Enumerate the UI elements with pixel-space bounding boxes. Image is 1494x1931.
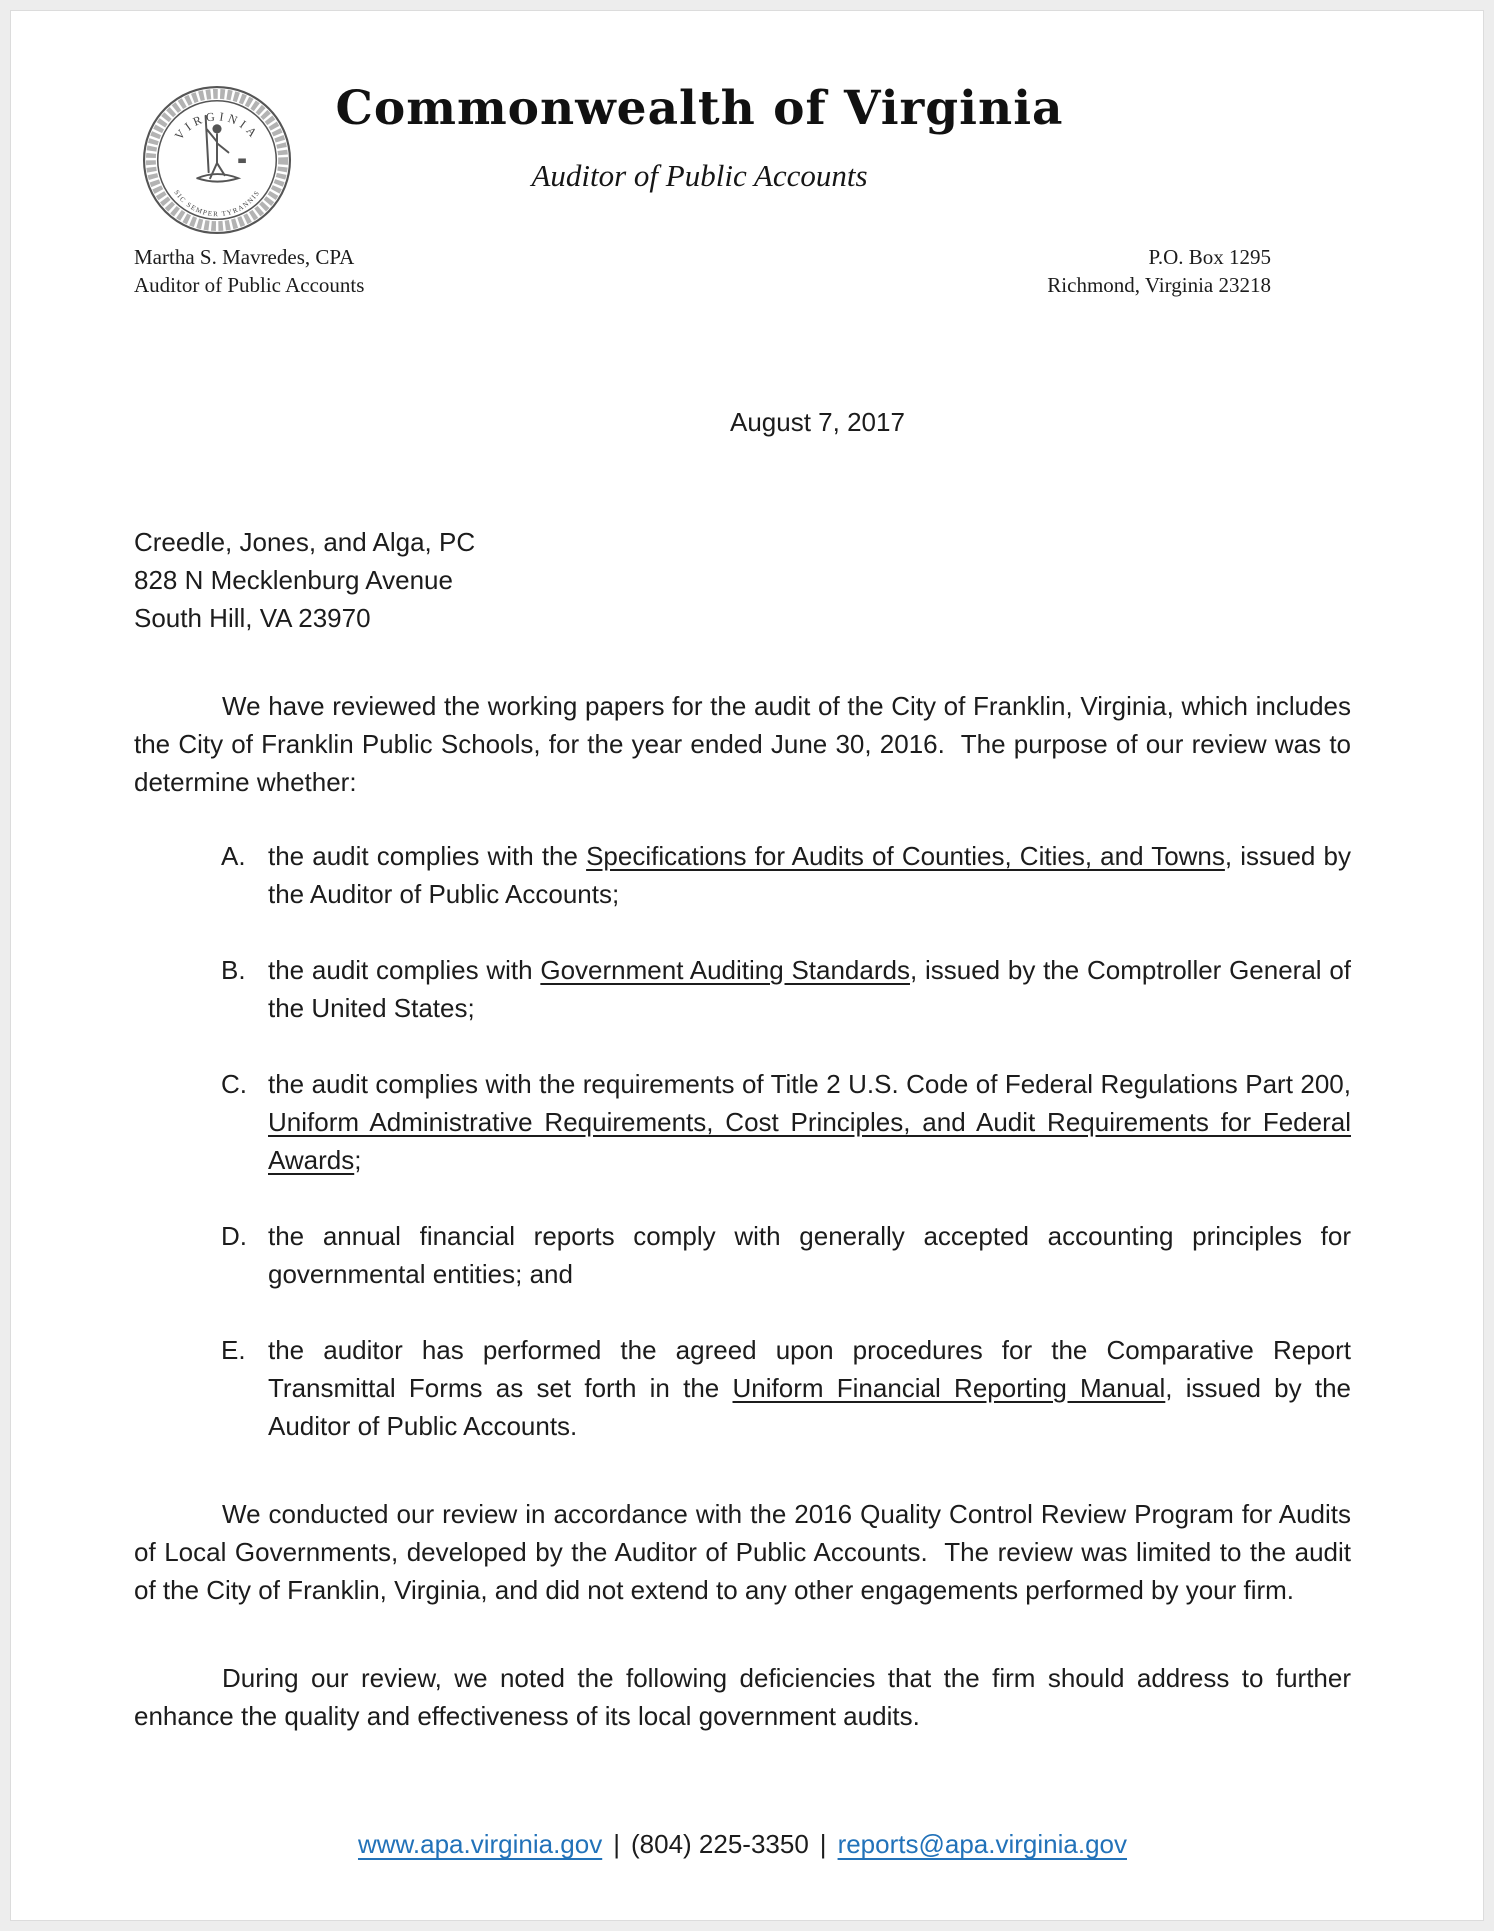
letterhead [11,11,1483,311]
list-label: E. [221,1335,246,1365]
list-text: , issued by the Comptroller General of the United States; [268,955,1352,1023]
email-link[interactable]: reports@apa.virginia.gov [837,1829,1127,1859]
footer-separator: | [819,1829,827,1859]
seal-top-text: VIRGINIA [171,109,263,143]
official-name: Martha S. Mavredes, CPA [134,245,355,269]
recipient-name: Creedle, Jones, and Alga, PC [134,527,476,557]
review-criteria-list [134,837,1351,1445]
org-title: Commonwealth of Virginia [335,81,1064,136]
underlined-title: Specifications for Audits of Counties, Cities, and Towns [586,841,1225,871]
footer-separator: | [613,1829,620,1859]
contact-footer [134,1825,1351,1863]
city-state-zip-line: Richmond, Virginia 23218 [1047,273,1271,297]
letter-page [10,10,1484,1921]
underlined-title: Uniform Administrative Requirements, Cost Principles, and Audit Requirements for Federal Awards [268,1107,1351,1175]
list-item-b [221,951,1351,1027]
date-line: August 7, 2017 [730,407,905,437]
list-text: , issued by the Auditor of Public Accounts. [268,1373,1351,1441]
list-text: the audit complies with the requirements of Title 2 U.S. Code of Federal Regulations Part 200, [268,1069,1351,1099]
list-label: B. [221,955,246,985]
seal-bottom-text: SIC SEMPER TYRANNIS [172,188,262,219]
phone-number: (804) 225-3350 [630,1829,809,1859]
list-text: the auditor has performed the agreed upon procedures for the Comparative Report Transmittal Forms as set forth in the [268,1335,1351,1403]
list-text: , issued by the Auditor of Public Accounts; [268,841,1351,909]
list-text: the audit complies with [268,955,541,985]
recipient-address-block [134,523,1351,637]
auditor-name-block [134,243,364,299]
underlined-title: Uniform Financial Reporting Manual [732,1373,1166,1403]
official-title: Auditor of Public Accounts [134,273,365,297]
list-text: ; [354,1145,362,1175]
list-text: the audit complies with the [268,841,587,871]
letter-body [11,403,1483,1863]
list-label: D. [221,1221,247,1251]
underlined-title: Government Auditing Standards [540,955,910,985]
deficiencies-paragraph: During our review, we noted the following deficiencies that the firm should address to further enhance the quality and effectiveness of its local government audits. [134,1663,1359,1731]
list-text: the annual financial reports comply with generally accepted accounting principles for governmental entities; and [268,1221,1351,1289]
review-basis-paragraph: We conducted our review in accordance with the 2016 Quality Control Review Program for Audits of Local Governments, developed by the Auditor of Public Accounts. The review was limited to the audit of the City of Franklin, Virginia, and did not extend to any other engagements performed by your firm. [134,1499,1359,1605]
intro-paragraph: We have reviewed the working papers for the audit of the City of Franklin, Virginia, which includes the City of Franklin Public Schools, for the year ended June 30, 2016. The purpose of our review was to determine whether: [134,691,1359,797]
list-item-d [221,1217,1351,1293]
list-item-e [221,1331,1351,1445]
website-link[interactable]: www.apa.virginia.gov [357,1829,603,1859]
recipient-street: 828 N Mecklenburg Avenue [134,565,453,595]
recipient-city: South Hill, VA 23970 [134,603,371,633]
org-subtitle: Auditor of Public Accounts [531,158,868,193]
po-box-line: P.O. Box 1295 [1148,245,1271,269]
office-address-block [1047,243,1271,299]
list-label: C. [221,1069,247,1099]
list-label: A. [221,841,246,871]
list-item-a [221,837,1351,913]
list-item-c [221,1065,1351,1179]
